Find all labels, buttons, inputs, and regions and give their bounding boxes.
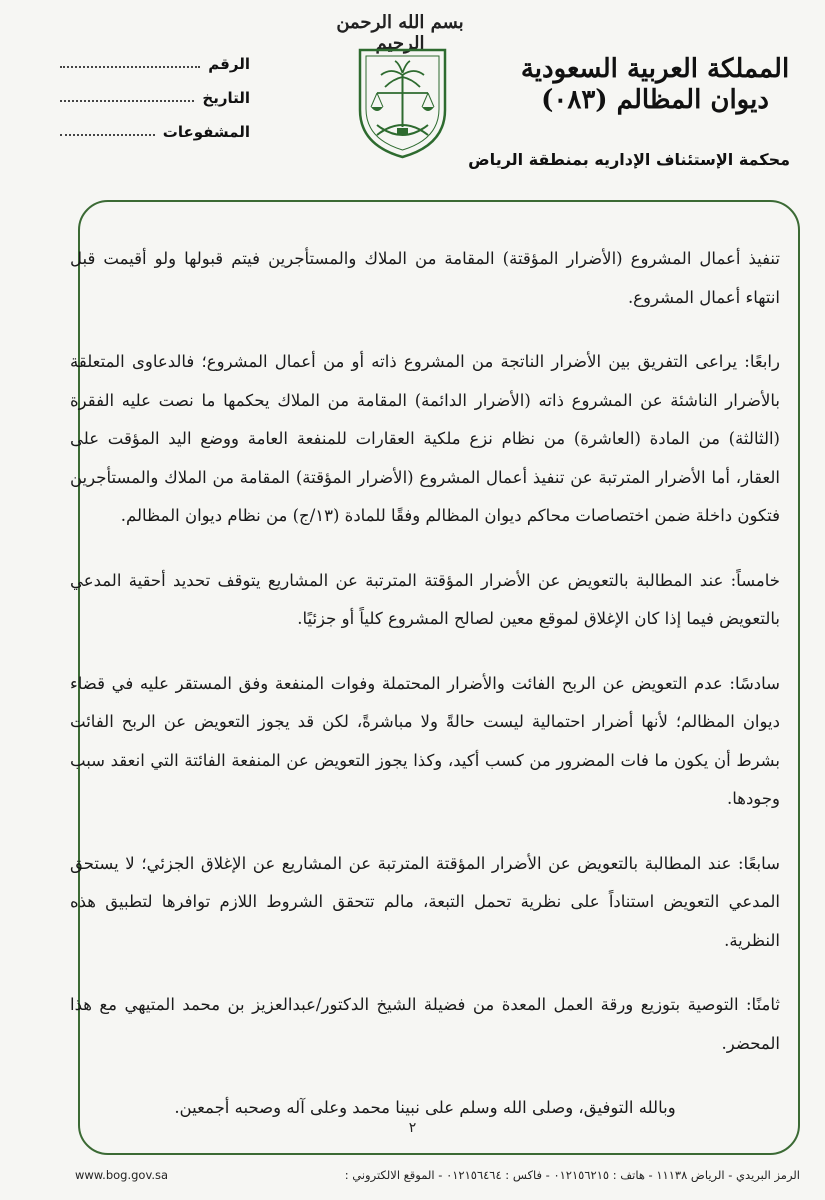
paragraph: سادسًا: عدم التعويض عن الربح الفائت والأضرار المحتملة وفوات المنفعة وفق المستقر عليه في قضاء ديوان المظالم؛ لأنها أضرار احتمالية ليست حالةً ولا مباشرةً، لكن قد يجوز التعويض عن الربح الفائت بشرط أن يكون ما فات المضرور من كسب أكيد، وكذا يجوز التعويض عن المنفعة الفائتة التي انعقد سبب وجودها. xyxy=(70,673,780,808)
paragraph: خامساً: عند المطالبة بالتعويض عن الأضرار المؤقتة المترتبة عن المشاريع يتوقف تحديد أحقية المدعي بالتعويض فيما إذا كان الإغلاق لموقع معين لصالح المشروع كلياً أو جزئيًا. xyxy=(70,570,780,628)
field-line xyxy=(60,66,200,68)
letter-body xyxy=(70,240,780,1128)
kingdom-title: المملكة العربية السعودية xyxy=(520,54,790,84)
field-label: المشفوعات xyxy=(162,123,250,141)
court-name: محكمة الإستئناف الإداريه بمنطقة الرياض xyxy=(468,150,790,169)
field-line xyxy=(60,100,194,102)
diwan-title: ديوان المظالم (٠٨٣) xyxy=(541,84,769,115)
closing-line: وبالله التوفيق، وصلى الله وسلم على نبينا محمد وعلى آله وصحبه أجمعين. xyxy=(174,1098,676,1117)
field-label: التاريخ xyxy=(202,89,250,107)
website-link[interactable]: www.bog.gov.sa xyxy=(75,1168,169,1182)
paragraph: رابعًا: يراعى التفريق بين الأضرار الناتجة من المشروع ذاته أو من أعمال المشروع؛ فالدعاوى المتعلقة بالأضرار الناشئة عن المشروع ذاته (الأضرار الدائمة) المقامة من الملاك يحكمها ما نصت عليه الفقرة (الثالثة) من المادة (العاشرة) من نظام نزع ملكية العقارات للمنفعة العامة ووضع اليد المؤقت على العقار، أما الأضرار المترتبة عن تنفيذ أعمال المشروع (الأضرار المؤقتة) المقامة من الملاك والمستأجرين فتكون داخلة ضمن اختصاصات محاكم ديوان المظالم وفقًا للمادة (١٣/ج) من نظام ديوان المظالم. xyxy=(70,352,780,525)
ministry-header xyxy=(515,55,795,116)
footer xyxy=(75,1168,800,1182)
field-date xyxy=(60,81,250,115)
paragraph: سابعًا: عند المطالبة بالتعويض عن الأضرار المؤقتة المترتبة عن المشاريع عن الإغلاق الجزئي؛ لا يستحق المدعي التعويض استناداً على نظرية تحمل التبعة، مالم تتحقق الشروط اللازم توافرها لتطبيق هذه النظرية. xyxy=(70,853,780,950)
field-attachments xyxy=(60,115,250,149)
basmala: بسم الله الرحمن الرحيم xyxy=(336,12,464,54)
reference-fields xyxy=(60,47,250,149)
paragraph: ثامنًا: التوصية بتوزيع ورقة العمل المعدة من فضيلة الشيخ الدكتور/عبدالعزيز بن محمد المتيهي مع هذا المحضر. xyxy=(70,995,780,1053)
field-label: الرقم xyxy=(208,55,250,73)
paragraph: تنفيذ أعمال المشروع (الأضرار المؤقتة) المقامة من الملاك والمستأجرين فيتم قبولها ولو أقيمت قبل انتهاء أعمال المشروع. xyxy=(70,249,780,307)
page-number: ٢ xyxy=(408,1120,417,1136)
diwan-emblem-icon xyxy=(355,45,450,160)
field-line xyxy=(60,134,155,136)
footer-address: الرمز البريدي - الرياض ١١١٣٨ - هاتف : ٠١٢١٥٦٢١٥ - فاكس : ٠١٢١٥٦٤٦٤ - الموقع الالكتروني : xyxy=(344,1168,800,1182)
field-number xyxy=(60,47,250,81)
